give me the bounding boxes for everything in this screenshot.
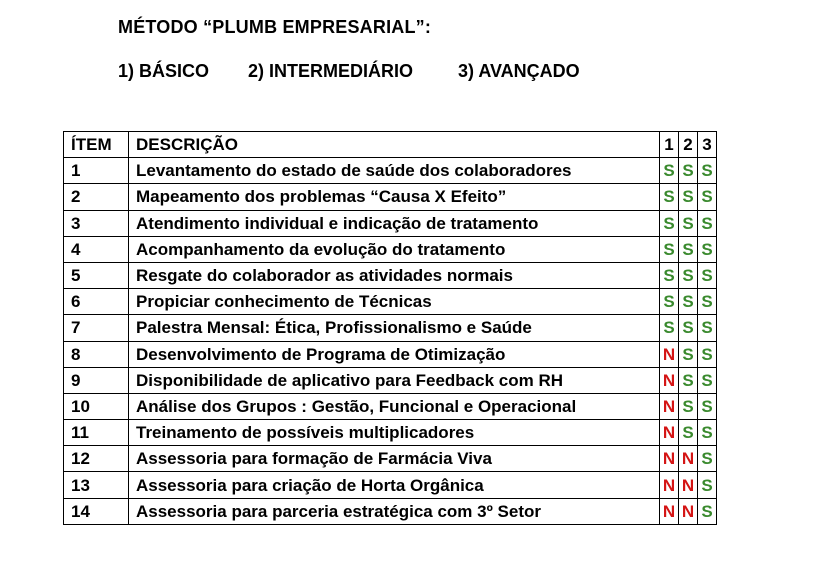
level-2-mark: S [679, 315, 698, 341]
level-1-mark: N [660, 393, 679, 419]
level-2-mark: S [679, 262, 698, 288]
level-3-mark: S [698, 210, 717, 236]
item-number-cell: 6 [64, 289, 129, 315]
table-row [64, 158, 717, 184]
level-1-mark: N [660, 341, 679, 367]
table-row [64, 341, 717, 367]
level-3-mark: S [698, 367, 717, 393]
description-cell: Desenvolvimento de Programa de Otimização [129, 341, 660, 367]
header-level-1: 1 [660, 132, 679, 158]
item-number-cell: 13 [64, 472, 129, 498]
description-cell: Levantamento do estado de saúde dos colaboradores [129, 158, 660, 184]
item-number-cell: 11 [64, 420, 129, 446]
level-advanced-label: 3) AVANÇADO [458, 61, 580, 81]
level-2-mark: S [679, 367, 698, 393]
description-cell: Resgate do colaborador as atividades normais [129, 262, 660, 288]
table-row [64, 367, 717, 393]
header-item: ÍTEM [64, 132, 129, 158]
level-2-mark: S [679, 236, 698, 262]
level-1-mark: S [660, 236, 679, 262]
item-number-cell: 4 [64, 236, 129, 262]
item-number-cell: 5 [64, 262, 129, 288]
description-cell: Treinamento de possíveis multiplicadores [129, 420, 660, 446]
page-title: MÉTODO “PLUMB EMPRESARIAL”: [118, 17, 432, 37]
table-row [64, 210, 717, 236]
table-row [64, 262, 717, 288]
item-number-cell: 7 [64, 315, 129, 341]
level-3-mark: S [698, 420, 717, 446]
description-cell: Assessoria para parceria estratégica com 3º Setor [129, 498, 660, 524]
level-3-mark: S [698, 184, 717, 210]
item-number-cell: 8 [64, 341, 129, 367]
level-2-mark: N [679, 446, 698, 472]
item-number-cell: 1 [64, 158, 129, 184]
description-cell: Análise dos Grupos : Gestão, Funcional e Operacional [129, 393, 660, 419]
level-3-mark: S [698, 393, 717, 419]
table-row [64, 472, 717, 498]
header-level-2: 2 [679, 132, 698, 158]
level-2-mark: S [679, 393, 698, 419]
level-1-mark: S [660, 262, 679, 288]
level-2-mark: S [679, 420, 698, 446]
level-2-mark: S [679, 184, 698, 210]
table-row [64, 446, 717, 472]
description-cell: Acompanhamento da evolução do tratamento [129, 236, 660, 262]
description-cell: Disponibilidade de aplicativo para Feedback com RH [129, 367, 660, 393]
table-row [64, 184, 717, 210]
level-1-mark: S [660, 210, 679, 236]
level-1-mark: N [660, 420, 679, 446]
level-2-mark: S [679, 289, 698, 315]
item-number-cell: 3 [64, 210, 129, 236]
level-1-mark: S [660, 315, 679, 341]
header-level-3: 3 [698, 132, 717, 158]
table-header-row [64, 132, 717, 158]
level-1-mark: S [660, 289, 679, 315]
level-2-mark: S [679, 158, 698, 184]
description-cell: Propiciar conhecimento de Técnicas [129, 289, 660, 315]
level-1-mark: S [660, 184, 679, 210]
description-cell: Assessoria para formação de Farmácia Viva [129, 446, 660, 472]
level-1-mark: N [660, 446, 679, 472]
level-3-mark: S [698, 341, 717, 367]
table-body [64, 158, 717, 525]
level-3-mark: S [698, 446, 717, 472]
item-number-cell: 9 [64, 367, 129, 393]
header-description: DESCRIÇÃO [129, 132, 660, 158]
item-number-cell: 12 [64, 446, 129, 472]
description-cell: Mapeamento dos problemas “Causa X Efeito” [129, 184, 660, 210]
level-1-mark: N [660, 367, 679, 393]
level-1-mark: N [660, 498, 679, 524]
table-row [64, 393, 717, 419]
method-table [63, 131, 717, 525]
table-row [64, 289, 717, 315]
description-cell: Assessoria para criação de Horta Orgânica [129, 472, 660, 498]
table-row [64, 315, 717, 341]
level-1-mark: S [660, 158, 679, 184]
item-number-cell: 14 [64, 498, 129, 524]
level-2-mark: S [679, 341, 698, 367]
level-3-mark: S [698, 315, 717, 341]
level-3-mark: S [698, 472, 717, 498]
level-intermediate-label: 2) INTERMEDIÁRIO [248, 61, 414, 81]
level-3-mark: S [698, 289, 717, 315]
item-number-cell: 2 [64, 184, 129, 210]
table-row [64, 420, 717, 446]
description-cell: Atendimento individual e indicação de tratamento [129, 210, 660, 236]
level-2-mark: N [679, 498, 698, 524]
table-row [64, 498, 717, 524]
level-3-mark: S [698, 158, 717, 184]
level-2-mark: N [679, 472, 698, 498]
level-basic-label: 1) BÁSICO [118, 61, 210, 81]
level-3-mark: S [698, 498, 717, 524]
item-number-cell: 10 [64, 393, 129, 419]
table-row [64, 236, 717, 262]
description-cell: Palestra Mensal: Ética, Profissionalismo e Saúde [129, 315, 660, 341]
level-1-mark: N [660, 472, 679, 498]
level-3-mark: S [698, 236, 717, 262]
level-2-mark: S [679, 210, 698, 236]
level-3-mark: S [698, 262, 717, 288]
